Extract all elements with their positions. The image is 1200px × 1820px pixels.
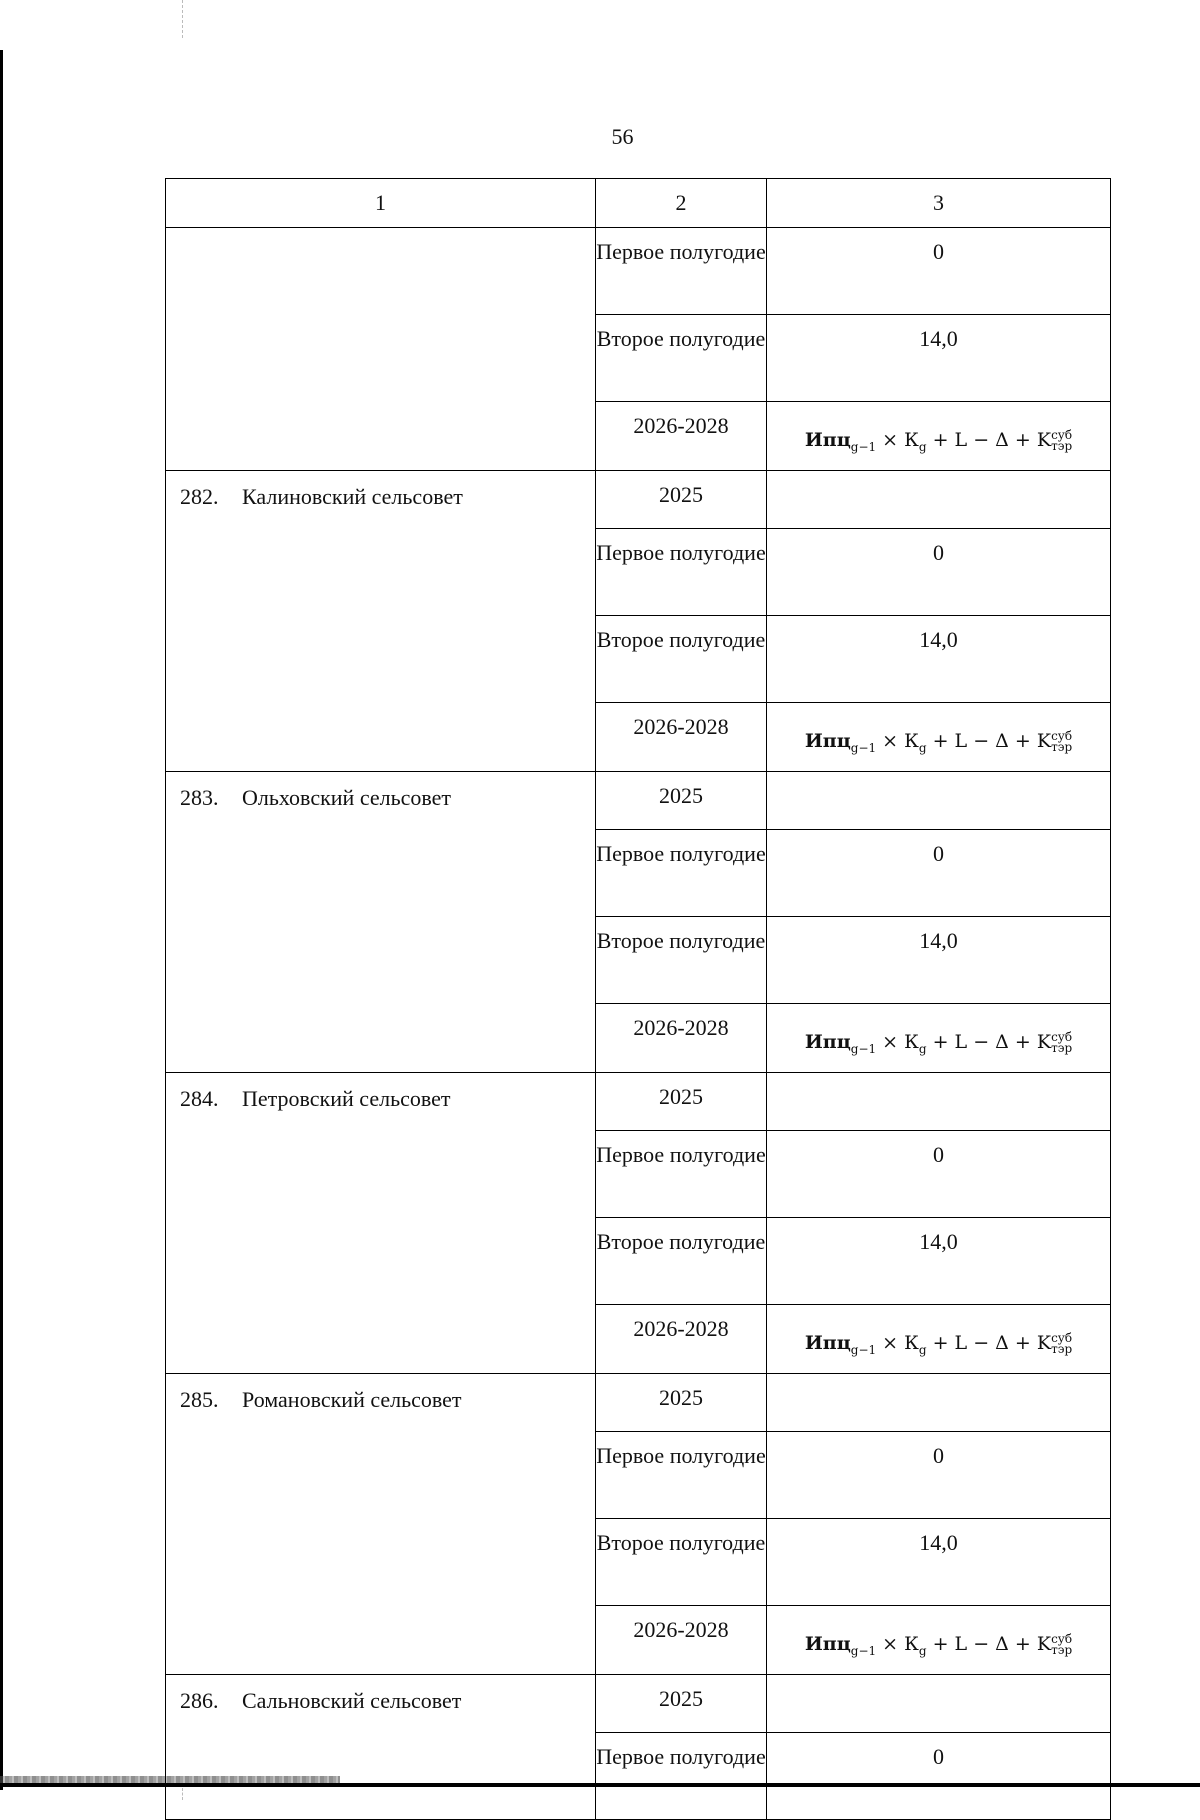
formula-times-k: × К bbox=[876, 1633, 919, 1655]
period-cell: 2026-2028 bbox=[596, 1606, 767, 1675]
formula bbox=[805, 713, 1072, 762]
entry-number: 284. bbox=[180, 1086, 219, 1111]
period-cell: 2025 bbox=[596, 471, 767, 529]
formula-middle: + L − Δ + K bbox=[926, 730, 1052, 752]
entry-name: Романовский сельсовет bbox=[242, 1387, 462, 1412]
formula bbox=[805, 1616, 1072, 1665]
entry-name: Сальновский сельсовет bbox=[242, 1688, 462, 1713]
period-cell: Первое полугодие bbox=[596, 1733, 767, 1820]
document-table bbox=[165, 178, 1111, 1820]
period-cell: 2026-2028 bbox=[596, 402, 767, 471]
entry-number: 286. bbox=[180, 1688, 219, 1713]
value-cell: 0 bbox=[767, 1432, 1111, 1519]
formula-middle: + L − Δ + K bbox=[926, 1031, 1052, 1053]
formula-k-sub2: тэр bbox=[1051, 1342, 1073, 1356]
scan-top-mark bbox=[182, 0, 185, 38]
period-cell: Второе полугодие bbox=[596, 315, 767, 402]
formula-times-k: × К bbox=[876, 730, 919, 752]
formula-ipc-sub: g−1 bbox=[850, 1342, 877, 1357]
period-cell: Второе полугодие bbox=[596, 1218, 767, 1305]
formula-ipc-sub: g−1 bbox=[850, 740, 877, 755]
formula-k-sub: g bbox=[918, 1041, 927, 1056]
table-row bbox=[166, 772, 1111, 830]
value-cell: 14,0 bbox=[767, 917, 1111, 1004]
entry-name: Калиновский сельсовет bbox=[242, 484, 463, 509]
entry-number: 282. bbox=[180, 484, 219, 509]
entry-number: 285. bbox=[180, 1387, 219, 1412]
formula-k-sup: суб bbox=[1051, 1632, 1073, 1646]
formula-k-index bbox=[1051, 430, 1072, 452]
entry-name-cell bbox=[166, 1675, 596, 1820]
entry-name-cell bbox=[166, 772, 596, 1073]
entry-name: Петровский сельсовет bbox=[242, 1086, 451, 1111]
period-cell: Первое полугодие bbox=[596, 1131, 767, 1218]
formula-ipc-sub: g−1 bbox=[850, 1643, 877, 1658]
formula bbox=[805, 412, 1072, 461]
formula-middle: + L − Δ + K bbox=[926, 429, 1052, 451]
formula-k-index bbox=[1051, 1634, 1072, 1656]
formula bbox=[805, 1315, 1072, 1364]
value-cell bbox=[767, 1073, 1111, 1131]
entry-name-cell bbox=[166, 471, 596, 772]
value-cell bbox=[767, 471, 1111, 529]
formula-k-sup: суб bbox=[1051, 1331, 1073, 1345]
formula-k-sub: g bbox=[918, 439, 927, 454]
formula-ipc-sub: g−1 bbox=[850, 1041, 877, 1056]
formula-k-sub: g bbox=[918, 1643, 927, 1658]
value-cell: 0 bbox=[767, 529, 1111, 616]
formula-k-index bbox=[1051, 731, 1072, 753]
table-row bbox=[166, 228, 1111, 315]
formula-cell bbox=[767, 402, 1111, 471]
table-row bbox=[166, 1073, 1111, 1131]
formula-k-sub2: тэр bbox=[1051, 1041, 1073, 1055]
entry-name-cell bbox=[166, 1374, 596, 1675]
formula-k-sub2: тэр bbox=[1051, 740, 1073, 754]
header-col-3: 3 bbox=[767, 179, 1111, 228]
value-cell: 0 bbox=[767, 830, 1111, 917]
value-cell: 14,0 bbox=[767, 315, 1111, 402]
period-cell: 2026-2028 bbox=[596, 1305, 767, 1374]
period-cell: Первое полугодие bbox=[596, 228, 767, 315]
period-cell: Второе полугодие bbox=[596, 616, 767, 703]
scan-left-border bbox=[0, 50, 3, 1790]
formula-times-k: × К bbox=[876, 1031, 919, 1053]
formula-cell bbox=[767, 1606, 1111, 1675]
formula-k-index bbox=[1051, 1032, 1072, 1054]
formula-middle: + L − Δ + K bbox=[926, 1633, 1052, 1655]
formula-times-k: × К bbox=[876, 429, 919, 451]
value-cell: 0 bbox=[767, 1131, 1111, 1218]
entry-name: Ольховский сельсовет bbox=[242, 785, 452, 810]
period-cell: Первое полугодие bbox=[596, 1432, 767, 1519]
formula-k-index bbox=[1051, 1333, 1072, 1355]
formula-ipc: Ипц bbox=[804, 429, 851, 451]
formula-k-sub: g bbox=[918, 1342, 927, 1357]
formula-ipc: Ипц bbox=[804, 730, 851, 752]
period-cell: 2025 bbox=[596, 1073, 767, 1131]
period-cell: 2025 bbox=[596, 772, 767, 830]
page-number: 56 bbox=[611, 124, 634, 149]
period-cell: Второе полугодие bbox=[596, 1519, 767, 1606]
value-cell: 14,0 bbox=[767, 1519, 1111, 1606]
formula-k-sup: суб bbox=[1051, 1030, 1073, 1044]
period-cell: 2025 bbox=[596, 1675, 767, 1733]
formula-times-k: × К bbox=[876, 1332, 919, 1354]
period-cell: Второе полугодие bbox=[596, 917, 767, 1004]
formula-k-sup: суб bbox=[1051, 428, 1073, 442]
entry-name-cell bbox=[166, 1073, 596, 1374]
formula-ipc: Ипц bbox=[804, 1633, 851, 1655]
table-row bbox=[166, 471, 1111, 529]
formula-cell bbox=[767, 703, 1111, 772]
value-cell bbox=[767, 1675, 1111, 1733]
header-col-1: 1 bbox=[166, 179, 596, 228]
value-cell bbox=[767, 1374, 1111, 1432]
formula-k-sup: суб bbox=[1051, 729, 1073, 743]
header-col-2: 2 bbox=[596, 179, 767, 228]
value-cell: 0 bbox=[767, 1733, 1111, 1820]
period-cell: Первое полугодие bbox=[596, 529, 767, 616]
formula-k-sub2: тэр bbox=[1051, 1643, 1073, 1657]
entry-continued-name bbox=[166, 228, 596, 471]
period-cell: 2026-2028 bbox=[596, 1004, 767, 1073]
table-row bbox=[166, 1374, 1111, 1432]
formula-cell bbox=[767, 1004, 1111, 1073]
formula-middle: + L − Δ + K bbox=[926, 1332, 1052, 1354]
period-cell: 2025 bbox=[596, 1374, 767, 1432]
formula-k-sub2: тэр bbox=[1051, 439, 1073, 453]
value-cell bbox=[767, 772, 1111, 830]
value-cell: 14,0 bbox=[767, 1218, 1111, 1305]
header-row bbox=[166, 179, 1111, 228]
formula-ipc-sub: g−1 bbox=[850, 439, 877, 454]
entry-number: 283. bbox=[180, 785, 219, 810]
table-row bbox=[166, 1675, 1111, 1733]
formula-ipc: Ипц bbox=[804, 1332, 851, 1354]
formula bbox=[805, 1014, 1072, 1063]
value-cell: 14,0 bbox=[767, 616, 1111, 703]
formula-ipc: Ипц bbox=[804, 1031, 851, 1053]
period-cell: 2026-2028 bbox=[596, 703, 767, 772]
period-cell: Первое полугодие bbox=[596, 830, 767, 917]
formula-k-sub: g bbox=[918, 740, 927, 755]
value-cell: 0 bbox=[767, 228, 1111, 315]
formula-cell bbox=[767, 1305, 1111, 1374]
